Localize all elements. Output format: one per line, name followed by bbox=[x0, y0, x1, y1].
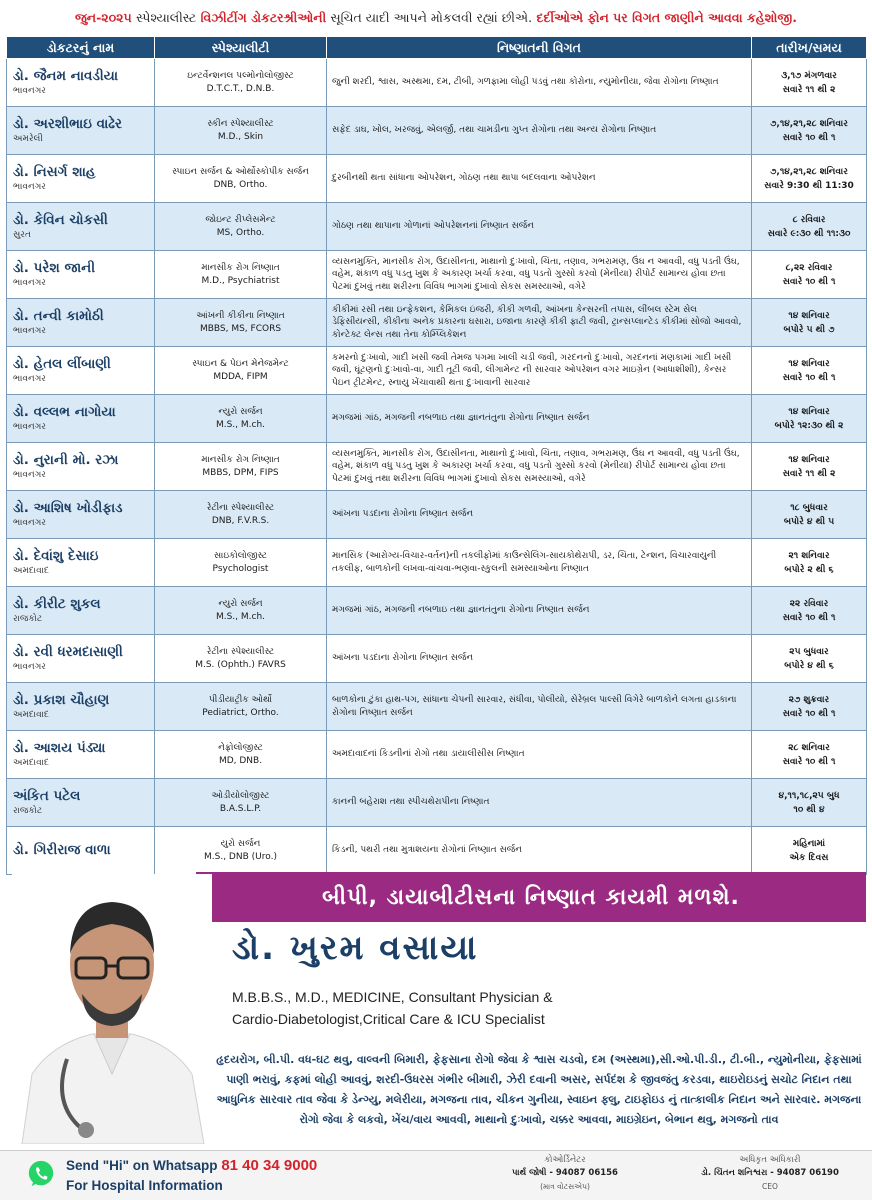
specialty-degree: M.S., DNB (Uro.) bbox=[204, 851, 277, 862]
specialty-cell bbox=[155, 539, 327, 587]
table-row bbox=[7, 251, 867, 299]
doctor-name: ડો. દેવાંશુ દેસાઇ bbox=[13, 548, 99, 564]
specialty-title: રેટીના સ્પેશ્યાલીસ્ટ bbox=[206, 646, 275, 657]
doctor-city: અમદાવાદ bbox=[13, 710, 49, 720]
header-date-time: તારીખ/સમય bbox=[752, 37, 867, 59]
date-day: ૨૧ શનિવાર bbox=[788, 550, 830, 561]
notice-visiting: વિઝીટીંગ ડોકટરશ્રીઓની bbox=[200, 10, 327, 25]
doctor-cell bbox=[7, 347, 155, 395]
date-cell bbox=[752, 683, 867, 731]
date-day: ૧૮ બુધવાર bbox=[790, 502, 828, 513]
specialty-title: સ્કીન સ્પેશ્યાલીસ્ટ bbox=[207, 118, 274, 129]
degree-line-1: M.B.B.S., M.D., MEDICINE, Consultant Physician & bbox=[232, 989, 553, 1005]
table-row bbox=[7, 635, 867, 683]
whatsapp-info-line: For Hospital Information bbox=[66, 1178, 223, 1193]
doctor-cell bbox=[7, 443, 155, 491]
header-doctor-name: ડોકટરનું નામ bbox=[7, 37, 155, 59]
date-day: ૭,૧૪,૨૧,૨૮ શનિવાર bbox=[770, 118, 848, 129]
specialty-degree: DNB, F.V.R.S. bbox=[211, 515, 270, 526]
specialty-cell bbox=[155, 731, 327, 779]
date-time: સવારે ૯:૩૦ થી ૧૧:૩૦ bbox=[767, 228, 851, 239]
date-time: બપોરે ૪ થી ૫ bbox=[783, 516, 835, 527]
table-row bbox=[7, 443, 867, 491]
promo-banner: બીપી, ડાયાબીટીસના નિષ્ણાત કાયમી મળશે. bbox=[196, 872, 866, 922]
date-time: સવારે ૧૦ થી ૧ bbox=[782, 708, 836, 719]
specialty-title: સ્પાઇન & પેઇન મેનેજમેન્ટ bbox=[192, 358, 289, 369]
footer bbox=[0, 1150, 872, 1200]
featured-doctor-services: હૃદયરોગ, બી.પી. વધ-ઘટ થવુ, વાલ્વની બિમારી, ફેફસાના રોગો જેવા કે શ્વાસ ચડવો, દમ (અસ્થમા),સી.ઓ.પી.ડી., ટી.બી., ન્યુમોનીયા, ફેફસામાં પાણી ભરાવું, કફમાં લોહી આવવું, શરદી-ઉધરસ ગંભીર બીમારી, ઝેરી દવાની અસર, સર્પદંશ કે જીવજંતુ કરડવા, થાઇરોઇડનું સચોટ નિદાન તથા આધુનિક સારવાર તાવ જેવા કે ડેન્ગ્યુ, મલેરીયા, મગજના તાવ, ચીકન ગુનીયા, સ્વાઇન ફ્લુ, ટાઇફોઇડ નું તાત્કાલીક નિદાન અને સારવાર. મગજના રોગો જેવા કે લકવો, ખેંચ/વાય આવવી, માથાનો દુઃખાવો, ચક્કર આવવા, માઇગ્રેઇન, બેભાન થવુ, મગજનો તાવ bbox=[216, 1053, 862, 1126]
notice-line bbox=[0, 0, 872, 36]
specialty-cell bbox=[155, 107, 327, 155]
date-cell bbox=[752, 635, 867, 683]
officer-role: અધિકૃત અધિકારી bbox=[739, 1155, 801, 1165]
header-details: નિષ્ણાતની વિગત bbox=[327, 37, 752, 59]
table-row bbox=[7, 731, 867, 779]
detail-cell: અમદાવાદનાં કિડનીનાં રોગો તથા ડાયાલીસીસ નિષ્ણાત bbox=[327, 731, 752, 779]
detail-cell: મગજમાં ગાંઠ, મગજની નબળાઇ તથા જ્ઞાનતંતુના રોગોના નિષ્ણાત સર્જન bbox=[327, 395, 752, 443]
notice-instruction: દર્દીઓએ ફોન પર વિગત જાણીને આવવા કહેશોજી. bbox=[536, 10, 798, 25]
specialty-degree: M.D., Skin bbox=[217, 131, 264, 142]
doctor-cell bbox=[7, 203, 155, 251]
detail-cell: કિડની, પથરી તથા મુત્રાશયના રોગોનાં નિષ્ણાત સર્જન bbox=[327, 827, 752, 875]
specialty-cell bbox=[155, 59, 327, 107]
featured-doctor-name: ડો. ખુરમ વસાયા bbox=[232, 928, 479, 968]
officer-block bbox=[680, 1154, 860, 1193]
specialty-degree: D.T.C.T., D.N.B. bbox=[206, 83, 275, 94]
table-row bbox=[7, 395, 867, 443]
specialty-degree: M.D., Psychiatrist bbox=[201, 275, 280, 286]
date-cell bbox=[752, 395, 867, 443]
detail-cell: સફેદ ડાઘ, ખોલ, ખરજવું, એલર્જી, તથા ચામડીના ગુપ્ત રોગોના તથા અન્ય રોગોના નિષ્ણાત bbox=[327, 107, 752, 155]
specialty-degree: M.S., M.ch. bbox=[215, 419, 266, 430]
date-day: ૮,૨૨ રવિવાર bbox=[785, 262, 833, 273]
doctor-name: ડો. પરેશ જાની bbox=[13, 260, 96, 276]
doctor-city: ભાવનગર bbox=[13, 470, 46, 480]
date-day: ૨૮ શનિવાર bbox=[788, 742, 830, 753]
specialty-title: ઇન્ટર્વેન્શનલ પલ્મોનોલોજીસ્ટ bbox=[187, 70, 294, 81]
detail-cell: આંખના પડદાના રોગોના નિષ્ણાત સર્જન bbox=[327, 491, 752, 539]
specialty-degree: M.S., M.ch. bbox=[215, 611, 266, 622]
specialty-degree: B.A.S.L.P. bbox=[219, 803, 262, 814]
whatsapp-number[interactable]: 81 40 34 9000 bbox=[221, 1157, 318, 1174]
degree-line-2: Cardio-Diabetologist,Critical Care & ICU Specialist bbox=[232, 1011, 545, 1027]
specialty-cell bbox=[155, 683, 327, 731]
date-cell bbox=[752, 299, 867, 347]
date-time: સવારે ૧૦ થી ૧ bbox=[782, 276, 836, 287]
coordinator-role: કોઓર્ડિનેટર bbox=[544, 1155, 586, 1165]
date-time: સવારે 9:30 થી 11:30 bbox=[764, 180, 854, 191]
date-cell bbox=[752, 539, 867, 587]
whatsapp-icon[interactable] bbox=[26, 1159, 56, 1189]
promo-section bbox=[6, 866, 866, 1146]
date-day: ૧૪ શનિવાર bbox=[788, 406, 830, 417]
specialty-title: જોઇન્ટ રીપ્લેસમેન્ટ bbox=[205, 214, 276, 225]
detail-cell: કાનની બહેરાશ તથા સ્પીચથેરાપીના નિષ્ણાત bbox=[327, 779, 752, 827]
doctor-cell bbox=[7, 635, 155, 683]
date-time: સવારે ૧૧ થી ૨ bbox=[782, 468, 836, 479]
detail-cell: જુની શરદી, શ્વાસ, અસ્થમા, દમ, ટીબી, ગળફામા લોહી પડવું તથા કોરોના, ન્યુમોનીયા, જેવા રોગોના નિષ્ણાત bbox=[327, 59, 752, 107]
table-row bbox=[7, 107, 867, 155]
specialty-cell bbox=[155, 203, 327, 251]
specialty-degree: MBBS, MS, FCORS bbox=[199, 323, 282, 334]
specialty-cell bbox=[155, 587, 327, 635]
date-day: ૧૪ શનિવાર bbox=[788, 454, 830, 465]
date-time: એક દિવસ bbox=[789, 852, 829, 863]
date-day: મહિનામાં bbox=[792, 838, 826, 849]
date-time: બપોરે ૧૨:૩૦ થી ૨ bbox=[774, 420, 844, 431]
date-cell bbox=[752, 251, 867, 299]
table-row bbox=[7, 587, 867, 635]
table-row bbox=[7, 155, 867, 203]
doctor-name: ડો. કેવિન ચોકસી bbox=[13, 212, 108, 228]
date-cell bbox=[752, 731, 867, 779]
specialty-cell bbox=[155, 491, 327, 539]
date-cell bbox=[752, 59, 867, 107]
specialty-title: નેફ્રોલોજીસ્ટ bbox=[218, 742, 263, 753]
detail-cell: બાળકોના ટુંકા હાથ-પગ, સાંધાના ચેપની સારવાર, સંધીવા, પોલીયો, સેરેબ્રલ પાલ્સી વિગેરે બાળકોને લગતા હાડકાના રોગોના નિષ્ણાત સર્જન bbox=[327, 683, 752, 731]
date-time: સવારે ૧૧ થી ૨ bbox=[782, 84, 836, 95]
detail-cell: વ્યસનમુક્તિ, માનસીક રોગ, ઉદાસીનતા, માથાનો દુઃખાવો, ચિંતા, તણાવ, ગભરામણ, ઉંઘ ન આવવી, વધુ પડતી ઉંઘ, વહેમ, શંકાળ વધુ પડતુ ખુશ કે અકારણ ખર્ચા કરવા, વધુ પડતો ગુસ્સો કરવો (મેનીયા) રીપોર્ટ સામાન્ય હોવા છતા પેટમાં દુખવું તથા શરીરના વિવિધ ભાગમાં દુખાવો સેકસ સમસ્યાઓ, વગેરે bbox=[327, 443, 752, 491]
doctor-city: ભાવનગર bbox=[13, 662, 46, 672]
doctor-name: અંકિત પટેલ bbox=[13, 788, 81, 804]
doctor-name: ડો. આશિષ ખોડીફાડ bbox=[13, 500, 123, 516]
doctor-city: ભાવનગર bbox=[13, 182, 46, 192]
doctor-name: ડો. હેતલ લીંબાણી bbox=[13, 356, 111, 372]
doctor-cell bbox=[7, 539, 155, 587]
specialty-title: ન્યુરો સર્જન bbox=[218, 406, 263, 417]
doctor-name: ડો. જૈનમ નાવડીયા bbox=[13, 68, 119, 84]
date-cell bbox=[752, 587, 867, 635]
featured-doctor-degrees bbox=[232, 986, 553, 1030]
doctor-city: રાજકોટ bbox=[13, 806, 43, 816]
specialty-title: સાઇકોલોજીસ્ટ bbox=[213, 550, 268, 561]
doctor-city: રાજકોટ bbox=[13, 614, 43, 624]
doctor-name: ડો. ગિરીરાજ વાળા bbox=[13, 842, 111, 858]
doctor-cell bbox=[7, 731, 155, 779]
doctor-cell bbox=[7, 491, 155, 539]
doctor-cell bbox=[7, 683, 155, 731]
specialty-cell bbox=[155, 299, 327, 347]
doctor-city: સુરત bbox=[13, 230, 31, 240]
coordinator-note: (માત્ર વોટસએપ) bbox=[540, 1182, 590, 1191]
doctor-cell bbox=[7, 155, 155, 203]
doctor-name: ડો. આશય પંડ્યા bbox=[13, 740, 106, 756]
date-day: ૨૨ રવિવાર bbox=[789, 598, 829, 609]
whatsapp-prefix: Send "Hi" on Whatsapp bbox=[66, 1158, 218, 1173]
doctor-cell bbox=[7, 587, 155, 635]
date-cell bbox=[752, 491, 867, 539]
detail-cell: ગોઠણ તથા થાપાના ગોળાનાં ઓપરેશનનાં નિષ્ણાત સર્જન bbox=[327, 203, 752, 251]
doctor-city: ભાવનગર bbox=[13, 326, 46, 336]
detail-cell: આંખના પડદાના રોગોના નિષ્ણાત સર્જન bbox=[327, 635, 752, 683]
table-header-row bbox=[7, 37, 867, 59]
notice-list-text: સૂચિત યાદી આપને મોકલવી રહ્યાં છીએ. bbox=[330, 10, 533, 25]
specialty-cell bbox=[155, 635, 327, 683]
date-day: ૧૪ શનિવાર bbox=[788, 358, 830, 369]
table-row bbox=[7, 491, 867, 539]
table-row bbox=[7, 539, 867, 587]
doctor-city: ભાવનગર bbox=[13, 86, 46, 96]
doctor-name: ડો. અરશીભાઇ વાઢેર bbox=[13, 116, 123, 132]
date-cell bbox=[752, 203, 867, 251]
specialty-title: માનસીક રોગ નિષ્ણાત bbox=[201, 262, 280, 273]
specialty-title: પીડીયાટ્રીક ઓર્થો bbox=[208, 694, 273, 705]
specialty-title: સ્પાઇન સર્જન & ઓર્થોસ્કોપીક સર્જન bbox=[172, 166, 309, 177]
specialty-title: ઓડીયોલોજીસ્ટ bbox=[211, 790, 270, 801]
doctor-city: અમદાવાદ bbox=[13, 758, 49, 768]
specialty-title: યુરો સર્જન bbox=[220, 838, 261, 849]
date-time: બપોરે ૨ થી ૬ bbox=[784, 564, 834, 575]
date-time: સવારે ૧૦ થી ૧ bbox=[782, 756, 836, 767]
specialty-degree: Psychologist bbox=[212, 563, 269, 574]
specialty-degree: M.S. (Ophth.) FAVRS bbox=[195, 659, 286, 670]
specialty-degree: MD, DNB. bbox=[218, 755, 263, 766]
table-row bbox=[7, 683, 867, 731]
specialty-degree: MS, Ortho. bbox=[216, 227, 265, 238]
doctor-name: ડો. કીરીટ શુકલ bbox=[13, 596, 101, 612]
doctor-name: ડો. તન્વી કામોઠી bbox=[13, 308, 104, 324]
doctor-cell bbox=[7, 299, 155, 347]
specialty-cell bbox=[155, 779, 327, 827]
specialty-degree: MBBS, DPM, FIPS bbox=[202, 467, 279, 478]
specialty-degree: MDDA, FIPM bbox=[213, 371, 268, 382]
specialty-title: રેટીના સ્પેશ્યાલીસ્ટ bbox=[206, 502, 275, 513]
table-row bbox=[7, 59, 867, 107]
date-day: ૩,૧૭ મંગળવાર bbox=[781, 70, 837, 81]
doctor-city: અમદાવાદ bbox=[13, 566, 49, 576]
date-cell bbox=[752, 155, 867, 203]
specialty-cell bbox=[155, 155, 327, 203]
date-day: ૧૪ શનિવાર bbox=[788, 310, 830, 321]
doctor-name: ડો. નુરાની મો. રઝા bbox=[13, 452, 119, 468]
date-time: બપોરે ૫ થી ૭ bbox=[783, 324, 835, 335]
doctor-cell bbox=[7, 779, 155, 827]
table-row bbox=[7, 347, 867, 395]
specialty-degree: DNB, Ortho. bbox=[213, 179, 268, 190]
table-row bbox=[7, 779, 867, 827]
doctor-name: ડો. વલ્લભ નાગોયા bbox=[13, 404, 116, 420]
specialty-cell bbox=[155, 251, 327, 299]
detail-cell: વ્યસનમુક્તિ, માનસીક રોગ, ઉદાસીનતા, માથાનો દુઃખાવો, ચિંતા, તણાવ, ગભરામણ, ઉંઘ ન આવવી, વધુ પડતી ઉંઘ, વહેમ, શંકાળ વધુ પડતુ ખુશ કે અકારણ ખર્ચા કરવા, વધુ પડતો ગુસ્સો કરવો (મેનીયા) રીપોર્ટ સામાન્ય હોવા છતા પેટમાં દુખવું તથા શરીરના વિવિધ ભાગમાં દુખાવો સેકસ સમસ્યાઓ, વગેરે bbox=[327, 251, 752, 299]
doctor-city: ભાવનગર bbox=[13, 518, 46, 528]
officer-title: CEO bbox=[762, 1182, 778, 1191]
doctor-schedule-table bbox=[6, 36, 867, 875]
date-time: સવારે ૧૦ થી ૧ bbox=[782, 372, 836, 383]
date-cell bbox=[752, 107, 867, 155]
doctor-cell bbox=[7, 395, 155, 443]
date-day: ૨૫ બુધવાર bbox=[789, 646, 829, 657]
notice-month: જુન-૨૦૨૫ bbox=[74, 10, 132, 25]
doctor-cell bbox=[7, 59, 155, 107]
doctor-name: ડો. નિસર્ગ શાહ bbox=[13, 164, 96, 180]
detail-cell: મગજમાં ગાંઠ, મગજની નબળાઇ તથા જ્ઞાનતંતુના રોગોના નિષ્ણાત સર્જન bbox=[327, 587, 752, 635]
detail-cell: માનસિક (આરોગ્ય-વિચાર-વર્તન)ની તકલીફોમાં કાઉન્સેલિંગ-સાયકોથેરાપી, ડર, ચિંતા, ટેન્શન, વિચારવાયુની તકલીફ, બાળકોની લખવા-વાંચવા-ભણવા-સ્કુલની સમસ્યાઓના નિષ્ણાત bbox=[327, 539, 752, 587]
date-cell bbox=[752, 779, 867, 827]
table-row bbox=[7, 299, 867, 347]
detail-cell: કીકીમાં રસી તથા ઇન્ફેકશન, કેમિકલ ઇંજરી, કીકી ગળવી, આંખના કેન્સરની તપાસ, લીંબલ સ્ટેમ સેલ ડેફિસીયન્સી, કીકીના અનેક પ્રકારના ઘસારા, ઇજાના કારણે કીકી ફાટી જવી, ટ્રાન્સપ્લાન્ટેડ કીકીમાં સોજો આવવો, કોન્ટેક્ટ લેન્સ તથા તેના કોમ્પ્લિકેશન bbox=[327, 299, 752, 347]
detail-cell: દુરબીનથી થતા સાંધાના ઓપરેશન, ગોઠણ તથા થાપા બદલવાના ઓપરેશન bbox=[327, 155, 752, 203]
specialty-title: માનસીક રોગ નિષ્ણાત bbox=[201, 454, 280, 465]
header-specialty: સ્પેશ્યાલીટી bbox=[155, 37, 327, 59]
doctor-city: ભાવનગર bbox=[13, 278, 46, 288]
date-day: ૪,૧૧,૧૮,૨૫ બુધ bbox=[778, 790, 840, 801]
doctor-photo bbox=[12, 874, 212, 1144]
doctor-city: અમરેલી bbox=[13, 134, 43, 144]
specialty-degree: Pediatrict, Ortho. bbox=[202, 707, 279, 718]
coordinator-block bbox=[490, 1154, 640, 1193]
specialty-cell bbox=[155, 347, 327, 395]
doctor-city: ભાવનગર bbox=[13, 374, 46, 384]
specialty-title: ન્યુરો સર્જન bbox=[218, 598, 263, 609]
doctor-name: ડો. પ્રકાશ ચૌહાણ bbox=[13, 692, 110, 708]
doctor-cell bbox=[7, 251, 155, 299]
doctor-city: ભાવનગર bbox=[13, 422, 46, 432]
doctor-name: ડો. રવી ધરમદાસાણી bbox=[13, 644, 123, 660]
officer-name: ડો. ચિંતન શનિશ્વરા - 94087 06190 bbox=[701, 1168, 839, 1178]
notice-specialist: સ્પેશ્યાલીસ્ટ bbox=[136, 10, 197, 25]
date-day: ૨૭ શુક્રવાર bbox=[788, 694, 830, 705]
doctor-cell bbox=[7, 107, 155, 155]
specialty-cell bbox=[155, 395, 327, 443]
specialty-cell bbox=[155, 443, 327, 491]
date-day: ૮ રવિવાર bbox=[792, 214, 826, 225]
date-day: ૭,૧૪,૨૧,૨૮ શનિવાર bbox=[770, 166, 848, 177]
specialty-title: આંખની કીકીના નિષ્ણાત bbox=[196, 310, 285, 321]
date-time: સવારે ૧૦ થી ૧ bbox=[782, 612, 836, 623]
date-cell bbox=[752, 347, 867, 395]
date-time: સવારે ૧૦ થી ૧ bbox=[782, 132, 836, 143]
date-time: બપોરે ૪ થી ૬ bbox=[784, 660, 834, 671]
table-row bbox=[7, 203, 867, 251]
detail-cell: કમરનો દુઃખાવો, ગાદી ખસી જવી તેમજ પગમા ખાલી ચડી જવી, ગરદનનો દુઃખાવો, ગરદનનાં મણકામાં ગાદી ખસી જવી, ઘૂંટણનો દુઃખાવો-વા, ગાદી તૂટી જવી, લીગામેન્ટ ની સારવાર ઓપરેશન વગર માઇગ્રેન (આધાશીશી), કેન્સર પેઇન ટ્રીટમેન્ટ, સ્નાયુ ખેંચાવાથી થતા દુઃખાવાની સારવાર bbox=[327, 347, 752, 395]
coordinator-name: પાર્થ જોષી - 94087 06156 bbox=[512, 1168, 618, 1178]
date-cell bbox=[752, 443, 867, 491]
date-time: ૧૦ થી ૪ bbox=[793, 804, 825, 815]
whatsapp-prompt bbox=[66, 1157, 317, 1174]
